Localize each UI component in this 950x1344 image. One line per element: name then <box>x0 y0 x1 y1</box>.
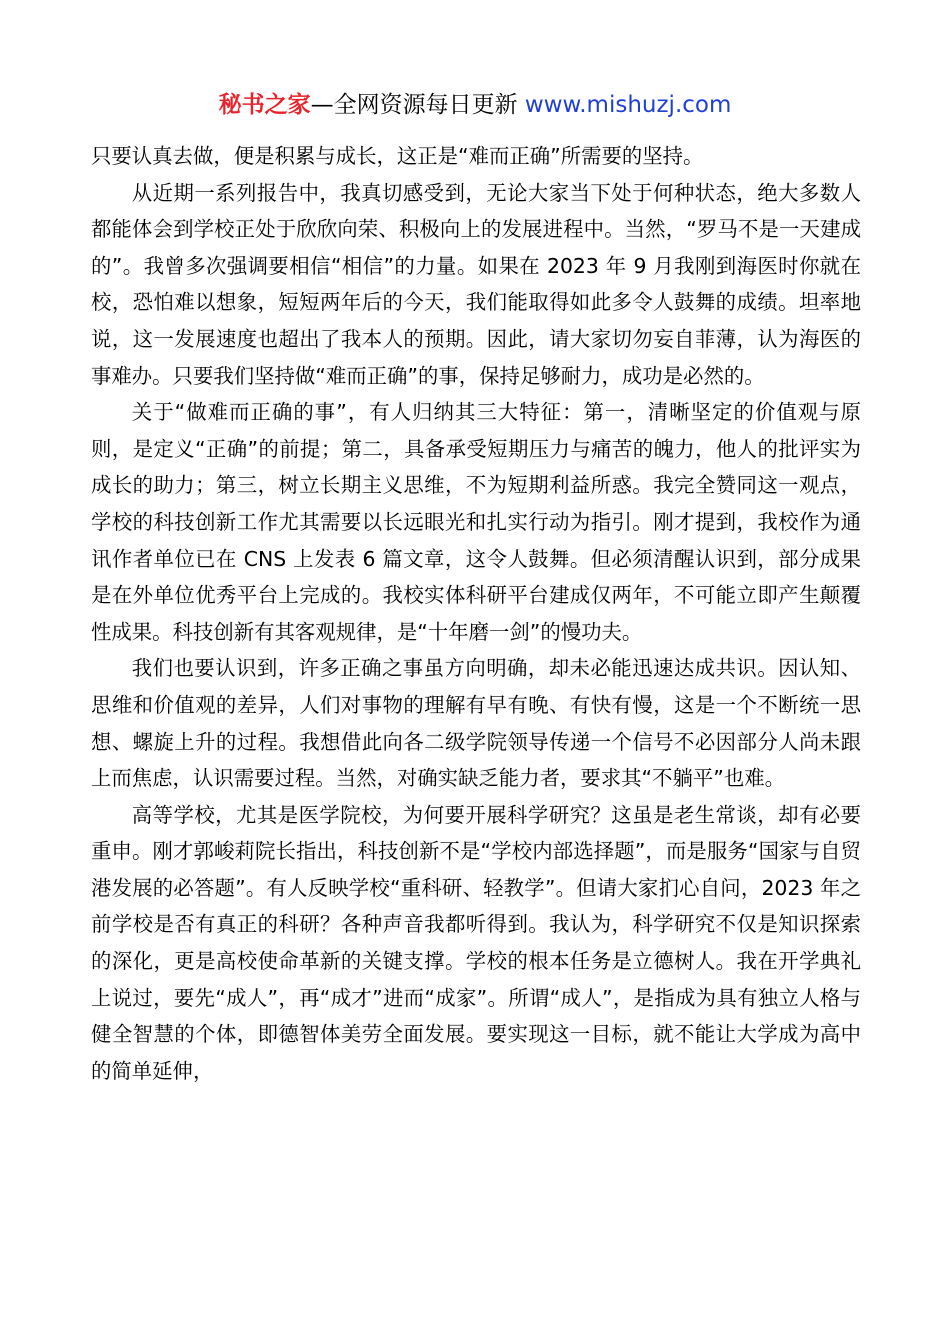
paragraph: 高等学校，尤其是医学院校，为何要开展科学研究？这虽是老生常谈，却有必要重申。刚才郭峻莉院长指出，科技创新不是“学校内部选择题”，而是服务“国家与自贸港发展的必答题”。有人反映学校“重科研、轻教学”。但请大家扪心自问，2023 年之前学校是否有真正的科研？各种声音我都听得到。我认为，科学研究不仅是知识探索的深化，更是高校使命革新的关键支撑。学校的根本任务是立德树人。我在开学典礼上说过，要先“成人”，再“成才”进而“成家”。所谓“成人”，是指成为具有独立人格与健全智慧的个体，即德智体美劳全面发展。要实现这一目标，就不能让大学成为高中的简单延伸， <box>91 802 861 1083</box>
site-tagline: —全网资源每日更新 <box>310 92 525 118</box>
site-url-link[interactable]: www.mishuzj.com <box>524 92 732 118</box>
brand-name: 秘书之家 <box>218 92 311 118</box>
document-body <box>91 138 861 1089</box>
paragraph: 我们也要认识到，许多正确之事虽方向明确，却未必能迅速达成共识。因认知、思维和价值观的差异，人们对事物的理解有早有晚、有快有慢，这是一个不断统一思想、螺旋上升的过程。我想借此向各二级学院领导传递一个信号不必因部分人尚未跟上而焦虑，认识需要过程。当然，对确实缺乏能力者，要求其“不躺平”也难。 <box>91 656 861 791</box>
paragraph-continued: 只要认真去做，便是积累与成长，这正是“难而正确”所需要的坚持。 <box>91 144 704 168</box>
paragraph: 从近期一系列报告中，我真切感受到，无论大家当下处于何种状态，绝大多数人都能体会到学校正处于欣欣向荣、积极向上的发展进程中。当然，“罗马不是一天建成的”。我曾多次强调要相信“相信”的力量。如果在 2023 年 9 月我刚到海医时你就在校，恐怕难以想象，短短两年后的今天，我们能取得如此多令人鼓舞的成绩。坦率地说，这一发展速度也超出了我本人的预期。因此，请大家切勿妄自菲薄，认为海医的事难办。只要我们坚持做“难而正确”的事，保持足够耐力，成功是必然的。 <box>91 180 861 388</box>
site-header <box>0 88 950 122</box>
paragraph: 关于“做难而正确的事”，有人归纳其三大特征：第一，清晰坚定的价值观与原则，是定义“正确”的前提；第二，具备承受短期压力与痛苦的魄力，他人的批评实为成长的助力；第三，树立长期主义思维，不为短期利益所惑。我完全赞同这一观点，学校的科技创新工作尤其需要以长远眼光和扎实行动为指引。刚才提到，我校作为通讯作者单位已在 CNS 上发表 6 篇文章，这令人鼓舞。但必须清醒认识到，部分成果是在外单位优秀平台上完成的。我校实体科研平台建成仅两年，不可能立即产生颠覆性成果。科技创新有其客观规律，是“十年磨一剑”的慢功夫。 <box>91 400 861 644</box>
